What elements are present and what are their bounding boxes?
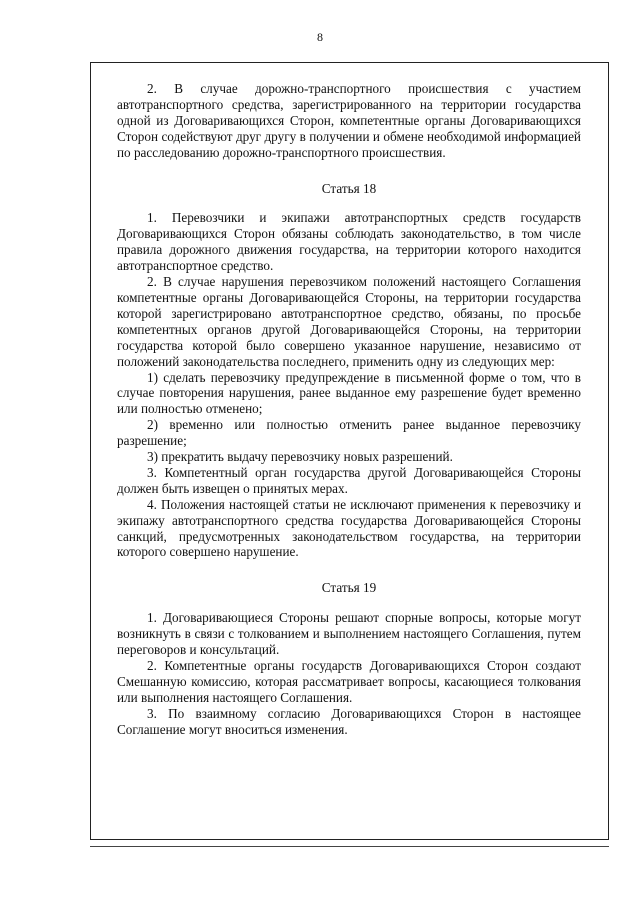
paragraph: 3. Компетентный орган государства другой Договаривающейся Стороны должен быть извещен о принятых мерах.: [117, 464, 581, 496]
paragraph: 1. Договаривающиеся Стороны решают спорные вопросы, которые могут возникнуть в связи с толкованием и выполнением настоящего Соглашения, путем переговоров и консультаций.: [117, 610, 581, 658]
list-item: 1) сделать перевозчику предупреждение в письменной форме о том, что в случае повторения нарушения, ранее выданное ему разрешение будет временно или полностью отменено;: [117, 369, 581, 417]
paragraph: 3. По взаимному согласию Договаривающихся Сторон в настоящее Соглашение могут вноситься изменения.: [117, 705, 581, 737]
document-body: [117, 81, 581, 738]
article-18-title: Статья 18: [321, 180, 377, 196]
page-number: 8: [317, 30, 323, 44]
frame-bottom-line: [90, 846, 609, 847]
paragraph: 1. Перевозчики и экипажи автотранспортных средств государств Договаривающихся Сторон обязаны соблюдать законодательство, в том числе правила дорожного движения государства, на территории которого находится автотранспортное средство.: [117, 210, 581, 274]
list-item: 2) временно или полностью отменить ранее выданное перевозчику разрешение;: [117, 417, 581, 449]
paragraph: 4. Положения настоящей статьи не исключают применения к перевозчику и экипажу автотранспортного средства государства Договаривающейся Стороны санкций, предусмотренных законодательством государства, на территории которого совершено нарушение.: [117, 496, 581, 560]
list-item: 3) прекратить выдачу перевозчику новых разрешений.: [147, 449, 453, 465]
paragraph: 2. В случае нарушения перевозчиком положений настоящего Соглашения компетентные органы Договаривающейся Стороны, на территории государства которой зарегистрировано автотранспортное средство, обязаны, по просьбе компетентных органов другой Договаривающейся Стороны, на территории государства которой было совершено указанное нарушение, независимо от положений законодательства последнего, применить одну из следующих мер:: [117, 274, 581, 369]
article-19-title: Статья 19: [321, 580, 377, 596]
paragraph: 2. Компетентные органы государств Договаривающихся Сторон создают Смешанную комиссию, которая рассматривает вопросы, касающиеся толкования или выполнения настоящего Соглашения.: [117, 658, 581, 705]
paragraph: 2. В случае дорожно-транспортного происшествия с участием автотранспортного средства, зарегистрированного на территории государства одной из Договаривающихся Сторон, компетентные органы Договаривающихся Сторон содействуют друг другу в получении и обмене необходимой информацией по расследованию дорожно-транспортного происшествия.: [117, 81, 581, 160]
